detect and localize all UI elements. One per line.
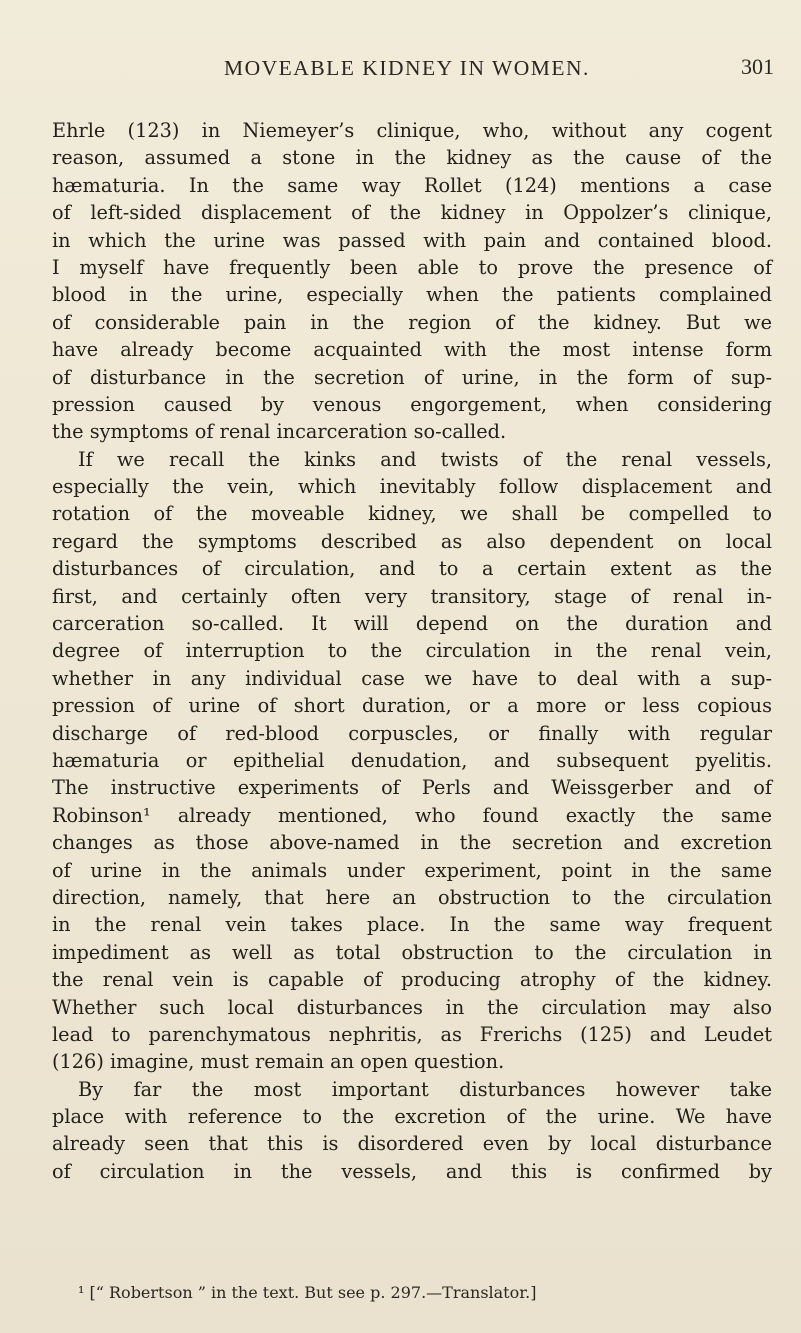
text-line: I myself have frequently been able to prove the presence of — [52, 255, 772, 279]
text-line: of considerable pain in the region of the kidney. But we — [52, 310, 772, 334]
text-line: rotation of the moveable kidney, we shall be compelled to — [52, 502, 772, 526]
text-line: direction, namely, that here an obstruction to the circulation — [52, 885, 772, 909]
running-head: MOVEABLE KIDNEY IN WOMEN. — [224, 56, 590, 80]
text-line: of urine in the animals under experiment, point in the same — [52, 858, 772, 882]
text-line: hæmaturia. In the same way Rollet (124) mentions a case — [52, 173, 772, 197]
text-line: carceration so-called. It will depend on the duration and — [52, 612, 772, 636]
text-line: pression caused by venous engorgement, when considering — [52, 392, 772, 416]
text-line: have already become acquainted with the most intense form — [52, 338, 772, 362]
text-line: regard the symptoms described as also dependent on local — [52, 529, 772, 553]
text-line: already seen that this is disordered even by local disturbance — [52, 1132, 772, 1156]
text-line: of disturbance in the secretion of urine, in the form of sup- — [52, 365, 772, 389]
text-line: lead to parenchymatous nephritis, as Frerichs (125) and Leudet — [52, 1022, 772, 1046]
text-line: in the renal vein takes place. In the same way frequent — [52, 913, 772, 937]
page-header — [0, 56, 801, 86]
text-line: the symptoms of renal incarceration so-called. — [52, 420, 507, 444]
text-line: first, and certainly often very transitory, stage of renal in- — [52, 584, 772, 608]
text-line: changes as those above-named in the secretion and excretion — [52, 831, 772, 855]
text-line: reason, assumed a stone in the kidney as the cause of the — [52, 146, 772, 170]
text-line: in which the urine was passed with pain and contained blood. — [52, 228, 772, 252]
text-line: If we recall the kinks and twists of the renal vessels, — [78, 447, 772, 471]
text-line: (126) imagine, must remain an open question. — [52, 1050, 505, 1074]
text-line: hæmaturia or epithelial denudation, and subsequent pyelitis. — [52, 748, 772, 772]
text-line: pression of urine of short duration, or a more or less copious — [52, 694, 772, 718]
text-line: the renal vein is capable of producing atrophy of the kidney. — [52, 968, 772, 992]
text-line: whether in any individual case we have to deal with a sup- — [52, 666, 772, 690]
page-number: 301 — [741, 54, 774, 79]
text-line: blood in the urine, especially when the patients complained — [52, 283, 772, 307]
text-line: of left-sided displacement of the kidney in Oppolzer’s clinique, — [52, 201, 772, 225]
text-line: The instructive experiments of Perls and Weissgerber and of — [52, 776, 772, 800]
text-line: Robinson¹ already mentioned, who found exactly the same — [52, 803, 772, 827]
text-line: place with reference to the excretion of the urine. We have — [52, 1105, 772, 1129]
text-line: Whether such local disturbances in the circulation may also — [52, 995, 772, 1019]
text-line: Ehrle (123) in Niemeyer’s clinique, who, without any cogent — [52, 119, 772, 142]
text-line: disturbances of circulation, and to a certain extent as the — [52, 557, 772, 581]
text-line: By far the most important disturbances however take — [78, 1077, 772, 1101]
body-text — [52, 117, 772, 1185]
text-line: especially the vein, which inevitably follow displacement and — [52, 475, 772, 499]
text-line: impediment as well as total obstruction to the circulation in — [52, 940, 772, 964]
text-line: of circulation in the vessels, and this is confirmed by — [52, 1159, 772, 1183]
text-line: discharge of red-blood corpuscles, or finally with regular — [52, 721, 772, 745]
text-line: degree of interruption to the circulation in the renal vein, — [52, 639, 772, 663]
footnote: ¹ [“ Robertson ” in the text. But see p. 297.—Translator.] — [78, 1283, 537, 1302]
